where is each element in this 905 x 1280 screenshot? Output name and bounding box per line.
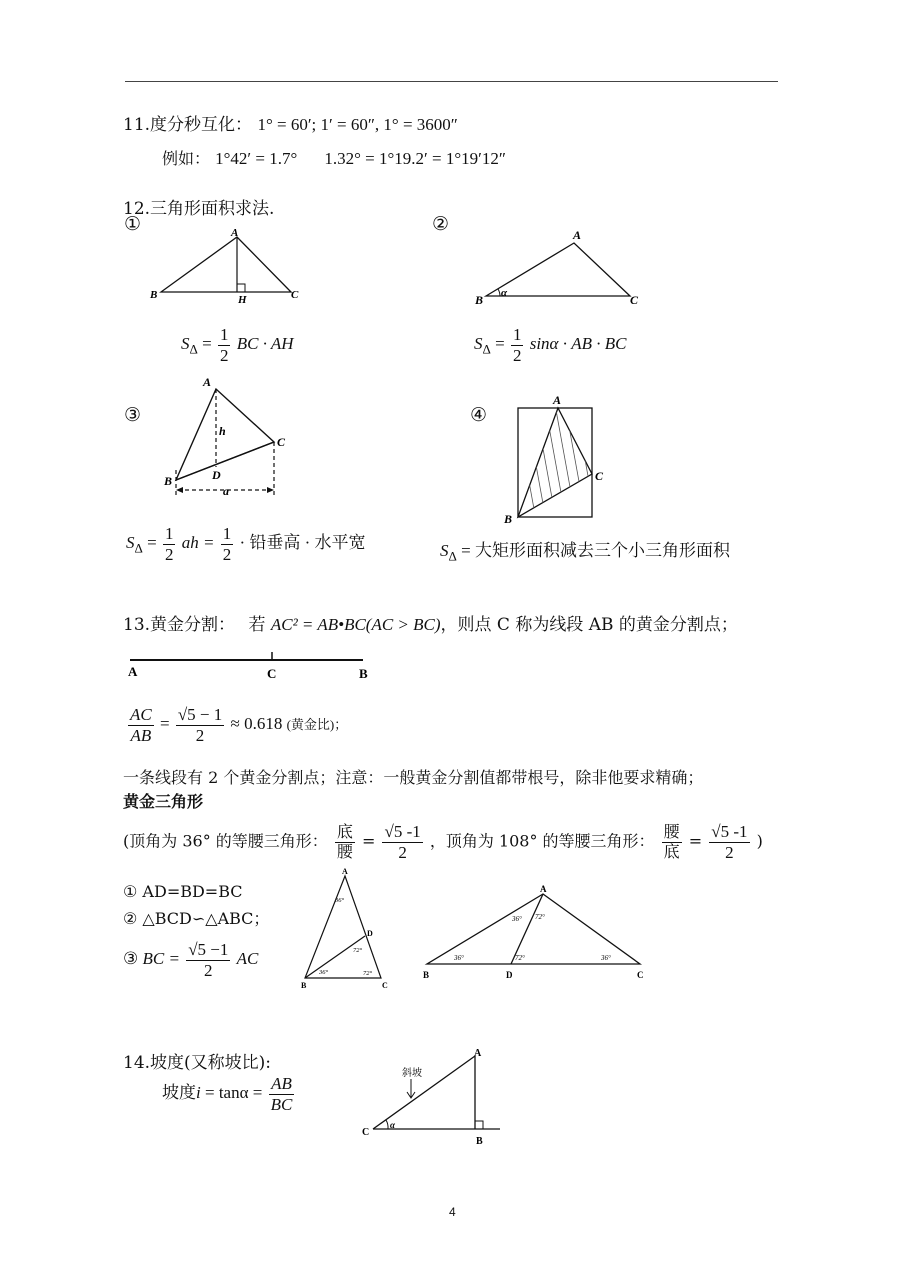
figA-angle-a: 36° [335, 897, 345, 904]
slope-i: i [196, 1082, 201, 1102]
golden-segment [125, 648, 380, 682]
fig1-label-h: H [238, 294, 247, 306]
figA-label-c: C [382, 981, 388, 990]
seg-label-b: B [359, 666, 368, 681]
f3-s: S [126, 532, 135, 552]
slope-caption: 斜坡 [402, 1068, 422, 1079]
section-11-title: 11.度分秒互化： [123, 115, 253, 135]
section-11 [123, 110, 458, 135]
fig1-label-c: C [291, 289, 299, 301]
seg-label-a: A [128, 664, 138, 679]
figB-angle-a36: 36° [512, 915, 522, 923]
cond-post: ，则点 C 称为线段 AB 的黄金分割点； [440, 615, 738, 635]
header-rule [125, 81, 778, 82]
figA-label-d: D [367, 929, 373, 938]
figB-label-b: B [423, 970, 430, 980]
f2-sub: Δ [482, 341, 491, 357]
slope-figure [356, 1044, 506, 1150]
gt-eq-2: = [688, 831, 703, 851]
gt-eq-1: = [361, 831, 376, 851]
p3-rhs: AC [236, 948, 259, 968]
example-1: 1°42′ = 1.7° [215, 149, 298, 168]
figA-angle-d: 72° [353, 947, 363, 954]
ratio-rhs-den: 2 [195, 725, 205, 745]
f3-mid: ah = [181, 532, 215, 552]
golden-triangle-ratios [123, 822, 763, 862]
p3-pre: ③ [123, 948, 139, 968]
f4-sub: Δ [448, 548, 457, 564]
fig1-label-a: A [231, 227, 239, 239]
f3-sub: Δ [134, 540, 143, 556]
fig1-label-b: B [150, 289, 158, 301]
figA-angle-c: 72° [363, 970, 373, 977]
section-13-heading [123, 610, 738, 635]
figB-angle-b: 36° [454, 954, 464, 962]
slope-den: BC [270, 1094, 293, 1114]
figB-angle-c: 36° [601, 954, 611, 962]
golden-note: 一条线段有 2 个黄金分割点；注意：一般黄金分割值都带根号，除非他要求精确； [123, 768, 704, 787]
fig4-label-c: C [595, 469, 604, 483]
gt-f1-num: 底 [336, 822, 353, 842]
golden-ratio-formula: $\frac{AC}{AB}$ = $\frac{√5 - 1}{2}$ ≈ 0.618 (黄金比)； [130, 705, 348, 745]
marker-3: ③ [124, 404, 142, 426]
fig4-label-b: B [504, 512, 513, 525]
golden-triangle-title: 黄金三角形 [123, 792, 204, 811]
f3-right: · 铅垂高 · 水平宽 [239, 532, 366, 552]
golden-triangle-36 [295, 866, 395, 992]
fig2-alpha: α [501, 287, 508, 299]
area-formula-1: $S_\Delta$ = $\frac{1}{2}$ BC · AH [181, 325, 294, 365]
gt-v1-den: 2 [398, 842, 407, 862]
gt-f2-num: 腰 [663, 822, 680, 842]
page-number: 4 [449, 1205, 456, 1219]
gt-f2-den: 底 [663, 841, 680, 861]
f1-right: BC · AH [236, 333, 294, 353]
area-formula-4 [440, 536, 730, 564]
gt-f1-den: 腰 [336, 841, 353, 861]
fig2-label-a: A [573, 228, 582, 242]
f1-s: S [181, 333, 190, 353]
f3-den2: 2 [222, 544, 232, 564]
fig4-label-a: A [553, 393, 562, 407]
f2-den: 2 [512, 345, 522, 365]
example-2: 1.32° = 1°19.2′ = 1°19′12″ [324, 149, 506, 168]
slope-num: AB [271, 1074, 292, 1093]
section-14-title: 14.坡度(又称坡比): [123, 1053, 272, 1073]
gt-mid: ，顶角为 108° 的等腰三角形： [429, 831, 655, 851]
slope-eq: = tanα = [204, 1082, 263, 1102]
fig3-label-d: D [212, 468, 221, 482]
fig3-label-h: h [219, 424, 226, 438]
f2-s: S [474, 333, 483, 353]
slope-label-a: A [474, 1048, 482, 1059]
cond-pre: 若 [248, 615, 266, 635]
section-13-title: 13.黄金分割： [123, 615, 236, 635]
f3-den1: 2 [164, 544, 174, 564]
f2-right: sinα · AB · BC [529, 333, 627, 353]
ratio-den: AB [130, 725, 152, 745]
fig3-label-a-width: a [223, 484, 229, 498]
section-11-rule: 1° = 60′; 1′ = 60″, 1° = 3600″ [257, 115, 458, 134]
cond-math: AC² = AB•BC(AC > BC) [270, 615, 441, 634]
f2-num: 1 [512, 325, 522, 344]
triangle-figure-1 [145, 225, 310, 310]
marker-2: ② [432, 213, 450, 235]
section-12-title: 12.三角形面积求法. [123, 199, 275, 219]
f4-right: = 大矩形面积减去三个小三角形面积 [461, 541, 730, 560]
figA-angle-b: 36° [319, 969, 329, 976]
slope-label-b: B [476, 1136, 483, 1147]
area-formula-3: $S_\Delta$ = $\frac{1}{2}$ ah = $\frac{1}{2}$ · 铅垂高 · 水平宽 [126, 524, 366, 564]
property-2: ② △BCD∽△ABC； [123, 909, 270, 928]
ratio-rhs-num: √5 − 1 [177, 705, 223, 724]
property-3 [123, 940, 258, 980]
triangle-figure-2 [470, 225, 650, 310]
p3-lhs: BC = [142, 948, 180, 968]
gt-v1-num: √5 -1 [384, 822, 421, 841]
figA-label-a: A [342, 867, 348, 876]
gt-v2-num: √5 -1 [711, 822, 748, 841]
fig3-label-a: A [203, 375, 212, 389]
figB-angle-a72: 72° [535, 913, 545, 921]
fig3-label-b: B [164, 474, 173, 488]
f1-num: 1 [219, 325, 229, 344]
gt-v2-den: 2 [725, 842, 734, 862]
f3-num2: 1 [222, 524, 232, 543]
p3-den: 2 [204, 960, 213, 980]
fig3-label-c: C [277, 435, 286, 449]
fig2-label-c: C [630, 293, 639, 307]
rectangle-figure-4 [496, 390, 621, 525]
fig2-label-b: B [475, 293, 484, 307]
figB-label-d: D [506, 970, 513, 980]
f1-sub: Δ [189, 341, 198, 357]
ratio-value: ≈ 0.618 [230, 713, 283, 733]
area-formula-2: $S_\Delta$ = $\frac{1}{2}$ sinα · AB · BC [474, 325, 627, 365]
f3-num1: 1 [164, 524, 174, 543]
gt-pre: (顶角为 36° 的等腰三角形： [123, 831, 328, 851]
p3-num: √5 −1 [188, 940, 229, 959]
gt-post: ) [756, 831, 763, 851]
figB-label-a: A [540, 884, 547, 894]
section-11-example [162, 146, 506, 169]
marker-4: ④ [470, 404, 488, 426]
example-label: 例如： [162, 149, 211, 168]
figB-label-c: C [637, 970, 644, 980]
marker-1: ① [124, 213, 142, 235]
slope-lhs: 坡度 [162, 1082, 196, 1102]
f1-den: 2 [219, 345, 229, 365]
slope-alpha: α [390, 1120, 395, 1130]
ratio-num: AC [130, 705, 152, 724]
slope-label-c: C [362, 1127, 370, 1138]
golden-triangle-108 [418, 880, 650, 984]
slope-formula [162, 1074, 296, 1114]
ratio-note: (黄金比)； [286, 716, 348, 732]
seg-label-c: C [267, 666, 277, 681]
figA-label-b: B [301, 981, 307, 990]
property-1: ① AD=BD=BC [123, 882, 243, 901]
triangle-figure-3 [158, 374, 298, 502]
figB-angle-d: 72° [515, 954, 525, 962]
f4-s: S [440, 541, 449, 560]
